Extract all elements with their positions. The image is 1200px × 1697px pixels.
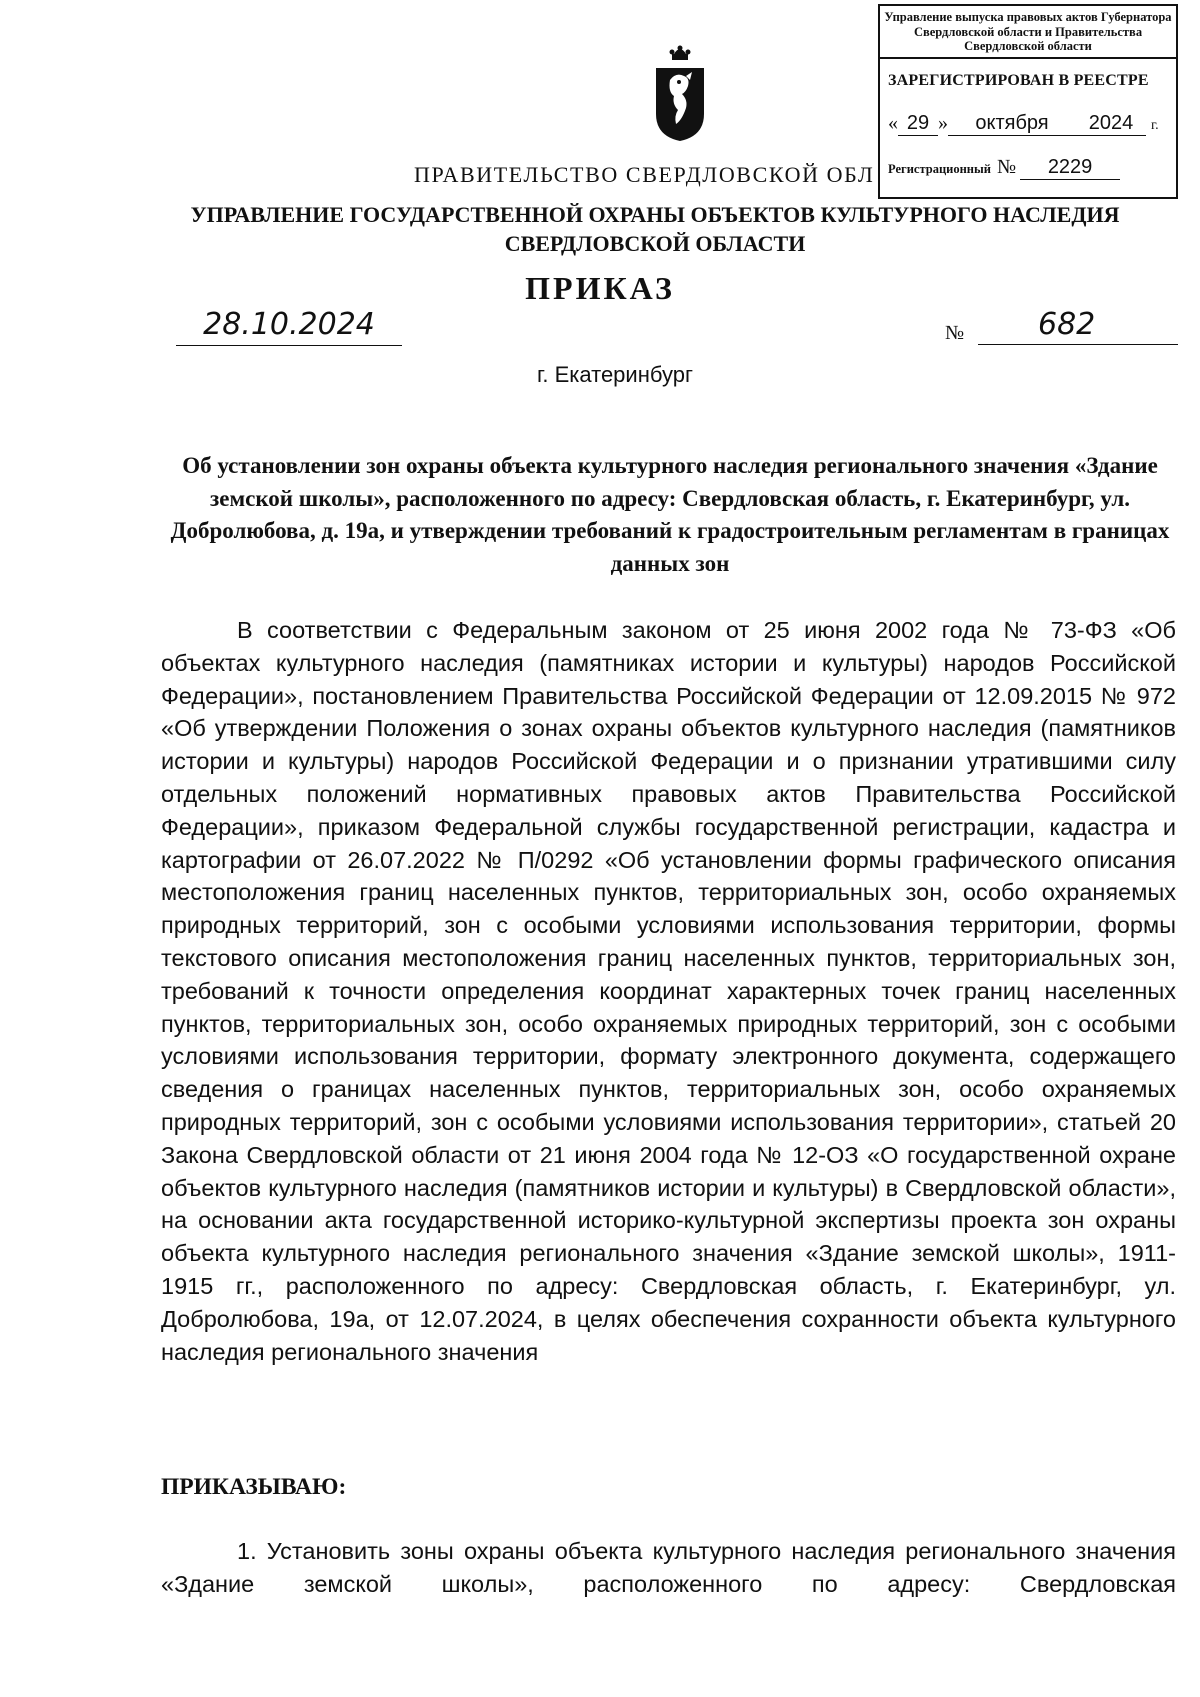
department-name: УПРАВЛЕНИЕ ГОСУДАРСТВЕННОЙ ОХРАНЫ ОБЪЕКТОВ КУЛЬТУРНОГО НАСЛЕДИЯ СВЕРДЛОВСКОЙ ОБЛАСТИ <box>190 202 1120 256</box>
stamp-number-sign: № <box>996 155 1017 178</box>
government-name: ПРАВИТЕЛЬСТВО СВЕРДЛОВСКОЙ ОБЛ <box>414 162 875 187</box>
stamp-quote-close: » <box>938 111 948 134</box>
stamp-reg-number: 2229 <box>1020 156 1120 180</box>
item-1-paragraph <box>161 1535 1176 1601</box>
stamp-date <box>888 112 1176 136</box>
stamp-header: Управление выпуска правовых актов Губернатора Свердловской области и Правительства Свердловской области <box>880 6 1176 59</box>
item-1-text: 1. Установить зоны охраны объекта культурного наследия регионального значения «Здание земской школы», расположенного по адресу: Свердловская <box>161 1538 1176 1597</box>
stamp-quote-open: « <box>888 111 898 134</box>
order-date: 28.10.2024 <box>176 305 402 346</box>
preamble-paragraph <box>161 614 1176 1368</box>
stamp-registration-number <box>888 156 1176 180</box>
order-word: ПРИКАЗЫВАЮ: <box>161 1474 347 1500</box>
stamp-month: октября <box>948 112 1076 136</box>
order-number: 682 <box>978 305 1178 345</box>
stamp-year-suffix: г. <box>1151 117 1159 133</box>
document-type: ПРИКАЗ <box>525 270 675 306</box>
stamp-year: 2024 <box>1076 112 1146 136</box>
stamp-registered-label: ЗАРЕГИСТРИРОВАН В РЕЕСТРЕ <box>888 71 1149 89</box>
stamp-reg-label: Регистрационный <box>888 161 991 176</box>
stamp-day: 29 <box>898 112 938 136</box>
registry-stamp <box>878 4 1178 199</box>
document-heading: Об установлении зон охраны объекта культурного наследия регионального значения «Здание земской школы», расположенного по адресу: Свердловская область, г. Екатеринбург, ул. Добролюбова, д. 19а, и утверждении требований к градостроительным регламентам в границах данных зон <box>170 453 1170 576</box>
order-number-sign: № <box>945 322 965 344</box>
preamble-text: В соответствии с Федеральным законом от 25 июня 2002 года № 73-ФЗ «Об объектах культурного наследия (памятниках истории и культуры) народов Российской Федерации», постановлением Правительства Российской Федерации от 12.09.2015 № 972 «Об утверждении Положения о зонах охраны объектов культурного наследия (памятников истории и культуры) народов Российской Федерации и о признании утратившими силу отдельных положений нормативных правовых актов Правительства Российской Федерации», приказом Федеральной службы государственной регистрации, кадастра и картографии от 26.07.2022 № П/0292 «Об установлении формы графического описания местоположения границ населенных пунктов, территориальных зон, особо охраняемых природных территорий, зон с особыми условиями использования территории, формы текстового описания местоположения границ населенных пунктов, территориальных зон, требований к точности определения координат характерных точек границ населенных пунктов, территориальных зон, особо охраняемых природных территорий, зон с особыми условиями использования территории, формату электронного документа, содержащего сведения о границах населенных пунктов, территориальных зон, особо охраняемых природных территорий, зон с особыми условиями использования территории», статьей 20 Закона Свердловской области от 21 июня 2004 года № 12-ОЗ «О государственной охране объектов культурного наследия (памятников истории и культуры) в Свердловской области», на основании акта государственной историко-культурной экспертизы проекта зон охраны объекта культурного наследия регионального значения «Здание земской школы», 1911-1915 гг., расположенного по адресу: Свердловская область, г. Екатеринбург, ул. Добролюбова, 19а, от 12.07.2024, в целях обеспечения сохранности объекта культурного наследия регионального значения <box>161 617 1176 1365</box>
coat-of-arms-icon <box>652 42 708 142</box>
city: г. Екатеринбург <box>537 362 693 387</box>
